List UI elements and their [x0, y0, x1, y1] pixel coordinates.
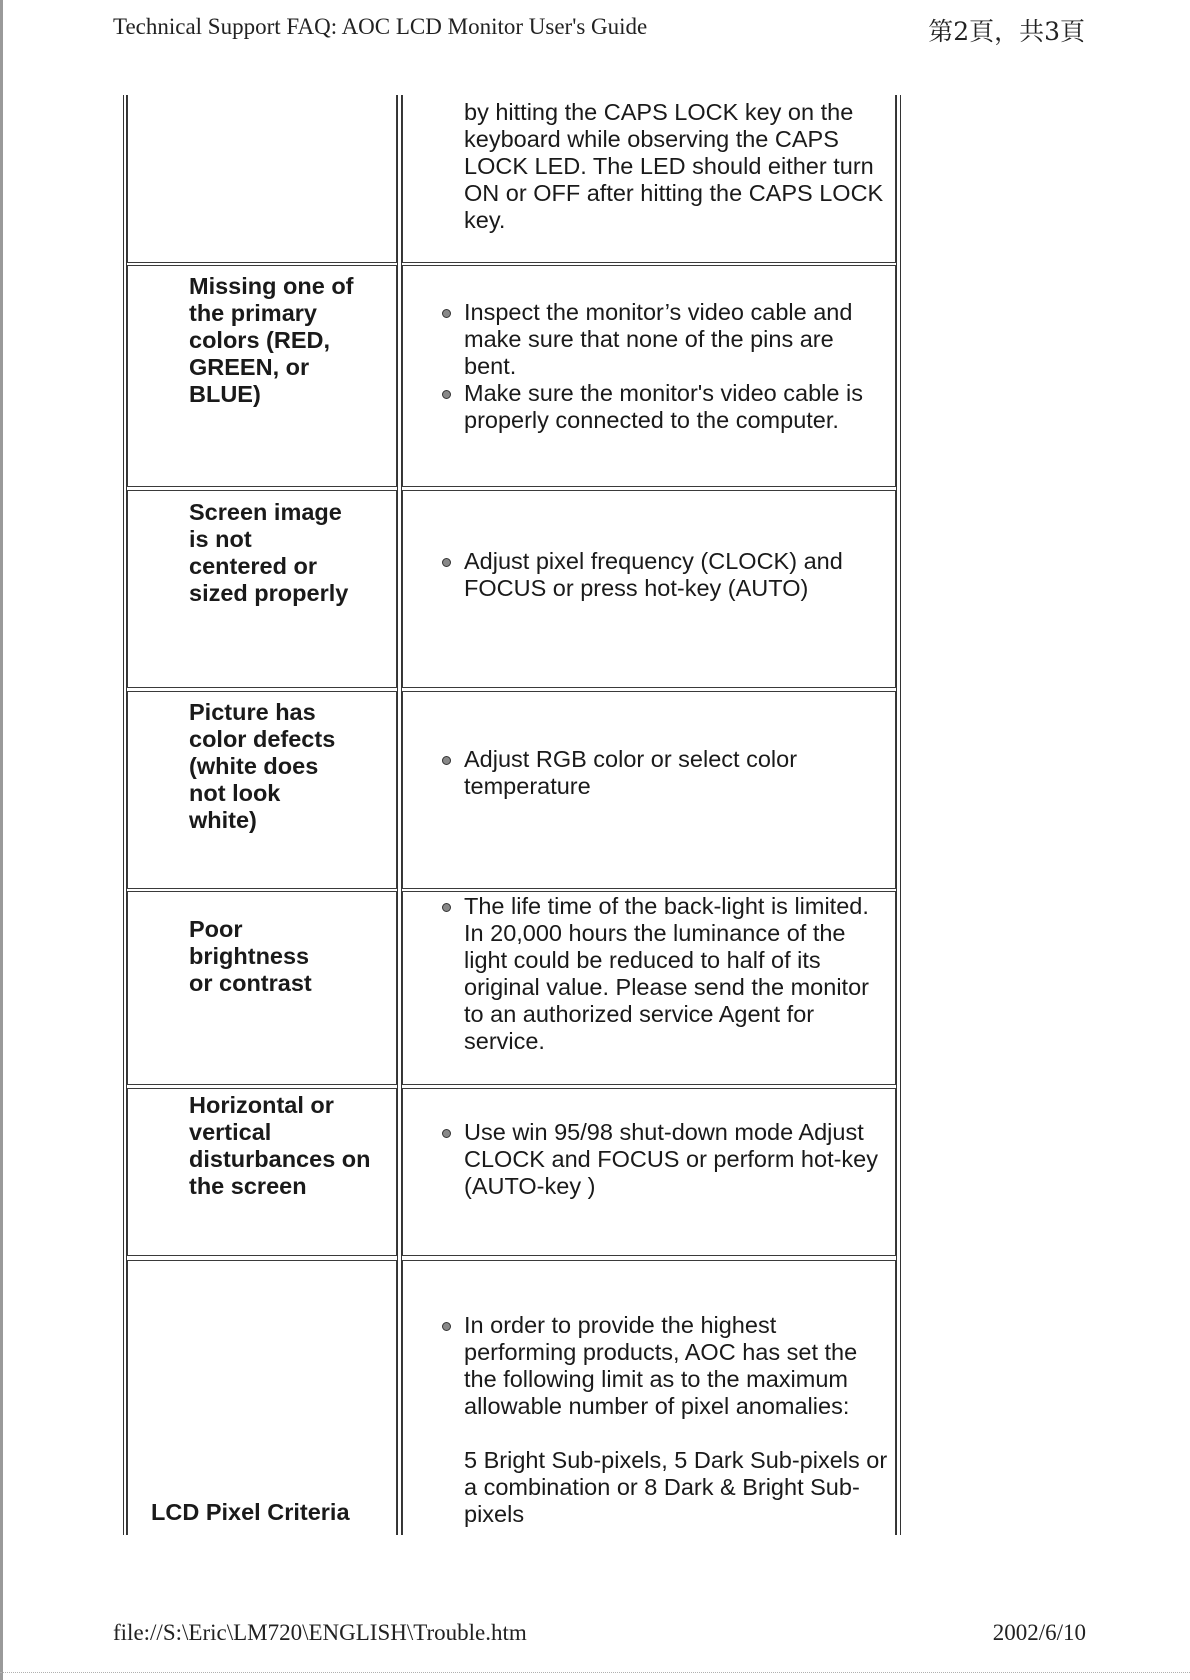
page-indicator: 第2頁，共3頁 [928, 17, 1085, 46]
symptom-text: Missing one of the primary colors (RED, GREEN, or BLUE) [189, 273, 354, 407]
scan-bottom-edge [0, 1672, 1190, 1675]
table-row-3-solution-cell [402, 691, 896, 889]
list-item: Use win 95/98 shut-down mode Adjust CLOCK and FOCUS or perform hot-key (AUTO-key ) [464, 1119, 892, 1200]
table-row-5-solution-cell [402, 1088, 896, 1256]
table-row-6-symptom-cell [127, 1260, 397, 1535]
list-item: Adjust pixel frequency (CLOCK) and FOCUS or press hot-key (AUTO) [464, 548, 892, 602]
table-row-2-solution-cell [402, 490, 896, 688]
table-rule-right-outer [900, 95, 901, 1535]
print-date: 2002/6/10 [992, 1620, 1086, 1645]
table-rule-right-inner [896, 95, 897, 1535]
solution-list [464, 1119, 892, 1200]
table-row-0-symptom-cell [127, 95, 397, 263]
symptom-text: LCD Pixel Criteria [151, 1499, 350, 1525]
solution-text: by hitting the CAPS LOCK key on the keyboard while observing the CAPS LOCK LED. The LED should either turn ON or OFF after hitting the CAPS LOCK key. [464, 99, 884, 233]
list-item: Make sure the monitor's video cable is properly connected to the computer. [464, 380, 892, 434]
troubleshooting-table [123, 95, 901, 1535]
table-rule-left-outer [123, 95, 124, 1535]
table-row-3-symptom-cell [127, 691, 397, 889]
table-row-1-symptom-cell [127, 265, 397, 487]
file-path: file://S:\Eric\LM720\ENGLISH\Trouble.htm [113, 1620, 527, 1645]
list-item: Adjust RGB color or select color temperature [464, 746, 892, 800]
solution-paragraph: In order to provide the highest performing products, AOC has set the the following limit as to the maximum allowable number of pixel anomalies: [464, 1312, 858, 1419]
document-title: Technical Support FAQ: AOC LCD Monitor User's Guide [113, 14, 648, 39]
table-row-4-symptom-cell [127, 891, 397, 1085]
solution-list [464, 299, 892, 434]
table-rule-mid-left [397, 95, 398, 1535]
solution-list [464, 893, 892, 1055]
solution-list [464, 746, 892, 800]
symptom-text: Poor brightness or contrast [189, 916, 312, 996]
table-row-1-solution-cell [402, 265, 896, 487]
scan-page-edge [0, 0, 3, 1680]
solution-list [464, 548, 892, 602]
table-row-2-symptom-cell [127, 490, 397, 688]
table-row-0-solution-cell [402, 95, 896, 263]
table-row-6-solution-cell [402, 1260, 896, 1535]
solution-list [464, 1312, 892, 1528]
list-item: Inspect the monitor’s video cable and make sure that none of the pins are bent. [464, 299, 892, 380]
list-item: The life time of the back-light is limited. In 20,000 hours the luminance of the light could be reduced to half of its original value. Please send the monitor to an authorized service Agent for service. [464, 893, 892, 1055]
symptom-text: Screen image is not centered or sized properly [189, 499, 349, 606]
table-row-5-symptom-cell [127, 1088, 397, 1256]
table-row-4-solution-cell [402, 891, 896, 1085]
symptom-text: Horizontal or vertical disturbances on the screen [189, 1092, 371, 1199]
solution-paragraph: 5 Bright Sub-pixels, 5 Dark Sub-pixels or a combination or 8 Dark & Bright Sub-pixels [464, 1447, 888, 1527]
list-item [464, 1312, 892, 1528]
symptom-text: Picture has color defects (white does not look white) [189, 699, 336, 833]
